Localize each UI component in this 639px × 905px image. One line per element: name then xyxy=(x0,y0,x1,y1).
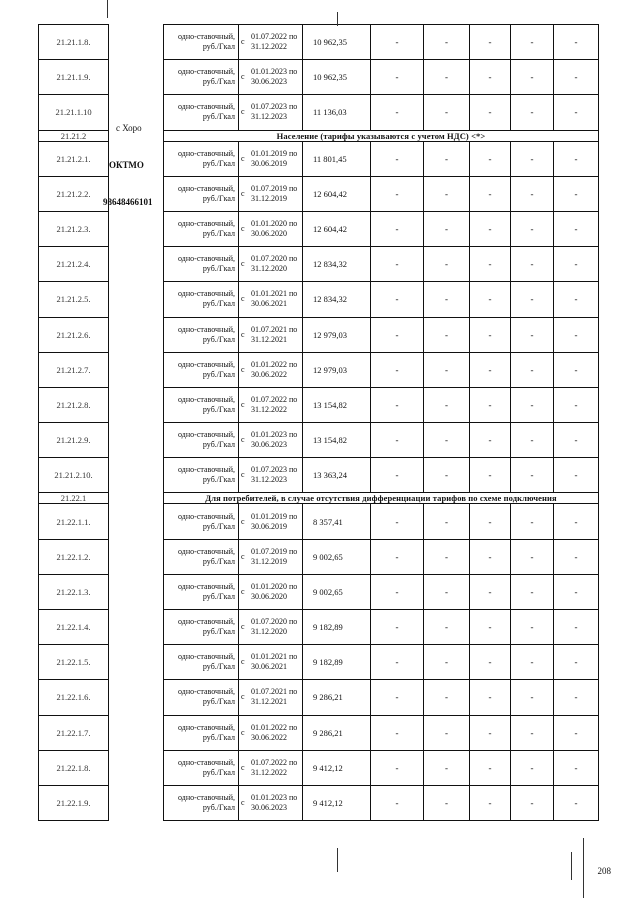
tariff-value-cell: 12 834,32 xyxy=(303,247,371,282)
scan-mark xyxy=(337,848,338,872)
empty-value-cell: - xyxy=(424,211,470,246)
tariff-unit-cell: одно-ставочный, руб./Гкал xyxy=(164,211,239,246)
period-cell xyxy=(239,387,303,422)
row-code-cell: 21.22.1.4. xyxy=(39,610,109,645)
period-prefix: с xyxy=(241,798,245,808)
tariff-value-cell: 9 286,21 xyxy=(303,715,371,750)
empty-value-cell: - xyxy=(554,211,599,246)
empty-value-cell: - xyxy=(470,211,511,246)
empty-value-cell: - xyxy=(470,574,511,609)
empty-value-cell: - xyxy=(371,610,424,645)
table-row xyxy=(39,25,599,60)
tariff-value-cell: 9 412,12 xyxy=(303,785,371,820)
tariff-unit-cell: одно-ставочный, руб./Гкал xyxy=(164,750,239,785)
empty-value-cell: - xyxy=(424,645,470,680)
empty-value-cell: - xyxy=(424,423,470,458)
empty-value-cell: - xyxy=(371,282,424,317)
empty-value-cell: - xyxy=(424,785,470,820)
empty-value-cell: - xyxy=(511,715,554,750)
period-prefix: с xyxy=(241,188,245,198)
empty-value-cell: - xyxy=(470,25,511,60)
blank-column-cell xyxy=(109,493,164,504)
empty-value-cell: - xyxy=(371,141,424,176)
empty-value-cell: - xyxy=(470,785,511,820)
period-prefix: с xyxy=(241,294,245,304)
period-dates: 01.01.2020 по 30.06.2020 xyxy=(251,219,298,239)
empty-value-cell: - xyxy=(424,282,470,317)
blank-column-cell xyxy=(109,317,164,352)
blank-column-cell xyxy=(109,282,164,317)
empty-value-cell: - xyxy=(371,176,424,211)
period-dates: 01.07.2021 по 31.12.2021 xyxy=(251,687,298,707)
empty-value-cell: - xyxy=(511,176,554,211)
empty-value-cell: - xyxy=(371,715,424,750)
empty-value-cell: - xyxy=(511,25,554,60)
period-prefix: с xyxy=(241,727,245,737)
period-cell xyxy=(239,539,303,574)
empty-value-cell: - xyxy=(554,387,599,422)
blank-column-cell xyxy=(109,387,164,422)
empty-value-cell: - xyxy=(470,504,511,539)
tariff-value-cell: 9 002,65 xyxy=(303,574,371,609)
empty-value-cell: - xyxy=(424,680,470,715)
period-prefix: с xyxy=(241,399,245,409)
empty-value-cell: - xyxy=(371,458,424,493)
period-prefix: с xyxy=(241,657,245,667)
period-cell xyxy=(239,60,303,95)
tariff-unit-cell: одно-ставочный, руб./Гкал xyxy=(164,423,239,458)
period-dates: 01.01.2023 по 30.06.2023 xyxy=(251,67,298,87)
empty-value-cell: - xyxy=(511,539,554,574)
row-code-cell: 21.21.1.9. xyxy=(39,60,109,95)
empty-value-cell: - xyxy=(371,352,424,387)
table-row xyxy=(39,574,599,609)
blank-column-cell xyxy=(109,247,164,282)
empty-value-cell: - xyxy=(554,610,599,645)
period-dates: 01.01.2021 по 30.06.2021 xyxy=(251,289,298,309)
row-code-cell: 21.21.2.10. xyxy=(39,458,109,493)
empty-value-cell: - xyxy=(424,387,470,422)
period-prefix: с xyxy=(241,435,245,445)
period-prefix: с xyxy=(241,364,245,374)
period-cell xyxy=(239,211,303,246)
empty-value-cell: - xyxy=(511,423,554,458)
period-cell xyxy=(239,247,303,282)
table-row xyxy=(39,282,599,317)
tariff-table xyxy=(38,24,599,821)
row-code-cell: 21.22.1 xyxy=(39,493,109,504)
empty-value-cell: - xyxy=(470,247,511,282)
empty-value-cell: - xyxy=(511,317,554,352)
period-cell xyxy=(239,574,303,609)
period-cell xyxy=(239,680,303,715)
table-row xyxy=(39,387,599,422)
empty-value-cell: - xyxy=(511,750,554,785)
tariff-unit-cell: одно-ставочный, руб./Гкал xyxy=(164,680,239,715)
tariff-value-cell: 9 182,89 xyxy=(303,610,371,645)
empty-value-cell: - xyxy=(511,247,554,282)
empty-value-cell: - xyxy=(511,504,554,539)
table-row xyxy=(39,60,599,95)
period-cell xyxy=(239,610,303,645)
empty-value-cell: - xyxy=(470,645,511,680)
table-row xyxy=(39,610,599,645)
period-prefix: с xyxy=(241,622,245,632)
tariff-value-cell: 11 801,45 xyxy=(303,141,371,176)
empty-value-cell: - xyxy=(371,25,424,60)
empty-value-cell: - xyxy=(371,574,424,609)
empty-value-cell: - xyxy=(470,458,511,493)
empty-value-cell: - xyxy=(371,750,424,785)
empty-value-cell: - xyxy=(511,141,554,176)
period-dates: 01.07.2022 по 31.12.2022 xyxy=(251,394,298,414)
blank-column-cell xyxy=(109,504,164,539)
tariff-unit-cell: одно-ставочный, руб./Гкал xyxy=(164,141,239,176)
row-code-cell: 21.22.1.9. xyxy=(39,785,109,820)
empty-value-cell: - xyxy=(424,610,470,645)
period-cell xyxy=(239,458,303,493)
empty-value-cell: - xyxy=(470,141,511,176)
empty-value-cell: - xyxy=(371,423,424,458)
table-row xyxy=(39,423,599,458)
period-dates: 01.07.2019 по 31.12.2019 xyxy=(251,546,298,566)
empty-value-cell: - xyxy=(424,458,470,493)
tariff-unit-cell: одно-ставочный, руб./Гкал xyxy=(164,574,239,609)
period-cell xyxy=(239,317,303,352)
tariff-unit-cell: одно-ставочный, руб./Гкал xyxy=(164,785,239,820)
tariff-unit-cell: одно-ставочный, руб./Гкал xyxy=(164,539,239,574)
empty-value-cell: - xyxy=(511,95,554,130)
period-dates: 01.07.2021 по 31.12.2021 xyxy=(251,324,298,344)
empty-value-cell: - xyxy=(554,750,599,785)
oktmo-code: 98648466101 xyxy=(103,197,153,207)
period-dates: 01.07.2023 по 31.12.2023 xyxy=(251,102,298,122)
empty-value-cell: - xyxy=(511,211,554,246)
table-row xyxy=(39,211,599,246)
empty-value-cell: - xyxy=(470,352,511,387)
row-code-cell: 21.22.1.2. xyxy=(39,539,109,574)
period-prefix: с xyxy=(241,224,245,234)
settlement-name: с Хоро xyxy=(116,123,142,133)
empty-value-cell: - xyxy=(470,176,511,211)
period-dates: 01.01.2020 по 30.06.2020 xyxy=(251,581,298,601)
period-dates: 01.01.2019 по 30.06.2019 xyxy=(251,511,298,531)
empty-value-cell: - xyxy=(511,680,554,715)
row-code-cell: 21.21.2.7. xyxy=(39,352,109,387)
blank-column-cell xyxy=(109,211,164,246)
empty-value-cell: - xyxy=(511,610,554,645)
empty-value-cell: - xyxy=(424,176,470,211)
tariff-unit-cell: одно-ставочный, руб./Гкал xyxy=(164,715,239,750)
period-prefix: с xyxy=(241,329,245,339)
empty-value-cell: - xyxy=(470,60,511,95)
blank-column-cell xyxy=(109,141,164,176)
scan-mark xyxy=(337,12,338,26)
section-heading-cell: Население (тарифы указываются с учетом НДС) <*> xyxy=(164,130,599,141)
period-prefix: с xyxy=(241,692,245,702)
table-row xyxy=(39,680,599,715)
tariff-unit-cell: одно-ставочный, руб./Гкал xyxy=(164,504,239,539)
empty-value-cell: - xyxy=(371,785,424,820)
row-code-cell: 21.21.1.8. xyxy=(39,25,109,60)
page-number: 208 xyxy=(597,866,611,876)
row-code-cell: 21.22.1.3. xyxy=(39,574,109,609)
empty-value-cell: - xyxy=(511,645,554,680)
row-code-cell: 21.21.2.2. xyxy=(39,176,109,211)
scan-mark xyxy=(583,838,584,898)
empty-value-cell: - xyxy=(470,715,511,750)
period-cell xyxy=(239,715,303,750)
empty-value-cell: - xyxy=(511,282,554,317)
oktmo-label: ОКТМО xyxy=(109,160,144,170)
empty-value-cell: - xyxy=(554,785,599,820)
blank-column-cell xyxy=(109,458,164,493)
empty-value-cell: - xyxy=(470,610,511,645)
period-cell xyxy=(239,282,303,317)
empty-value-cell: - xyxy=(424,504,470,539)
tariff-unit-cell: одно-ставочный, руб./Гкал xyxy=(164,610,239,645)
period-dates: 01.07.2020 по 31.12.2020 xyxy=(251,254,298,274)
period-cell xyxy=(239,141,303,176)
empty-value-cell: - xyxy=(554,458,599,493)
period-prefix: с xyxy=(241,586,245,596)
tariff-unit-cell: одно-ставочный, руб./Гкал xyxy=(164,317,239,352)
table-row xyxy=(39,352,599,387)
empty-value-cell: - xyxy=(470,95,511,130)
empty-value-cell: - xyxy=(470,423,511,458)
scan-mark xyxy=(571,852,572,880)
period-dates: 01.07.2019 по 31.12.2019 xyxy=(251,183,298,203)
table-row xyxy=(39,247,599,282)
tariff-value-cell: 9 002,65 xyxy=(303,539,371,574)
tariff-unit-cell: одно-ставочный, руб./Гкал xyxy=(164,60,239,95)
tariff-value-cell: 13 154,82 xyxy=(303,387,371,422)
empty-value-cell: - xyxy=(371,387,424,422)
empty-value-cell: - xyxy=(424,352,470,387)
tariff-value-cell: 9 412,12 xyxy=(303,750,371,785)
period-dates: 01.01.2023 по 30.06.2023 xyxy=(251,793,298,813)
empty-value-cell: - xyxy=(554,645,599,680)
blank-column-cell xyxy=(109,750,164,785)
empty-value-cell: - xyxy=(554,423,599,458)
empty-value-cell: - xyxy=(371,680,424,715)
empty-value-cell: - xyxy=(554,317,599,352)
period-dates: 01.01.2022 по 30.06.2022 xyxy=(251,722,298,742)
empty-value-cell: - xyxy=(371,645,424,680)
empty-value-cell: - xyxy=(554,60,599,95)
tariff-unit-cell: одно-ставочный, руб./Гкал xyxy=(164,282,239,317)
period-dates: 01.07.2020 по 31.12.2020 xyxy=(251,617,298,637)
blank-column-cell xyxy=(109,574,164,609)
row-code-cell: 21.22.1.5. xyxy=(39,645,109,680)
period-dates: 01.01.2023 по 30.06.2023 xyxy=(251,430,298,450)
tariff-value-cell: 13 363,24 xyxy=(303,458,371,493)
empty-value-cell: - xyxy=(511,574,554,609)
empty-value-cell: - xyxy=(470,387,511,422)
empty-value-cell: - xyxy=(554,680,599,715)
tariff-unit-cell: одно-ставочный, руб./Гкал xyxy=(164,95,239,130)
section-heading-cell: Для потребителей, в случае отсутствия дифференциации тарифов по схеме подключения xyxy=(164,493,599,504)
tariff-value-cell: 11 136,03 xyxy=(303,95,371,130)
table-row xyxy=(39,645,599,680)
period-cell xyxy=(239,95,303,130)
empty-value-cell: - xyxy=(470,750,511,785)
row-code-cell: 21.21.2 xyxy=(39,130,109,141)
table-row xyxy=(39,504,599,539)
blank-column-cell xyxy=(109,25,164,60)
tariff-value-cell: 9 286,21 xyxy=(303,680,371,715)
tariff-unit-cell: одно-ставочный, руб./Гкал xyxy=(164,25,239,60)
empty-value-cell: - xyxy=(554,141,599,176)
table-row xyxy=(39,539,599,574)
empty-value-cell: - xyxy=(470,317,511,352)
empty-value-cell: - xyxy=(554,715,599,750)
period-dates: 01.07.2022 по 31.12.2022 xyxy=(251,757,298,777)
tariff-unit-cell: одно-ставочный, руб./Гкал xyxy=(164,458,239,493)
tariff-value-cell: 12 979,03 xyxy=(303,352,371,387)
period-prefix: с xyxy=(241,516,245,526)
empty-value-cell: - xyxy=(424,95,470,130)
empty-value-cell: - xyxy=(424,25,470,60)
empty-value-cell: - xyxy=(371,60,424,95)
period-dates: 01.01.2021 по 30.06.2021 xyxy=(251,652,298,672)
table-row xyxy=(39,458,599,493)
row-code-cell: 21.21.2.6. xyxy=(39,317,109,352)
empty-value-cell: - xyxy=(371,247,424,282)
empty-value-cell: - xyxy=(424,141,470,176)
section-row xyxy=(39,493,599,504)
tariff-value-cell: 13 154,82 xyxy=(303,423,371,458)
period-cell xyxy=(239,176,303,211)
tariff-unit-cell: одно-ставочный, руб./Гкал xyxy=(164,176,239,211)
blank-column-cell xyxy=(109,423,164,458)
row-code-cell: 21.21.2.8. xyxy=(39,387,109,422)
row-code-cell: 21.21.2.9. xyxy=(39,423,109,458)
period-cell xyxy=(239,25,303,60)
empty-value-cell: - xyxy=(554,247,599,282)
tariff-value-cell: 10 962,35 xyxy=(303,25,371,60)
empty-value-cell: - xyxy=(554,504,599,539)
empty-value-cell: - xyxy=(554,282,599,317)
period-cell xyxy=(239,645,303,680)
row-code-cell: 21.22.1.1. xyxy=(39,504,109,539)
blank-column-cell xyxy=(109,352,164,387)
tariff-value-cell: 12 834,32 xyxy=(303,282,371,317)
empty-value-cell: - xyxy=(371,504,424,539)
period-dates: 01.07.2023 по 31.12.2023 xyxy=(251,465,298,485)
empty-value-cell: - xyxy=(371,95,424,130)
empty-value-cell: - xyxy=(424,539,470,574)
blank-column-cell xyxy=(109,60,164,95)
empty-value-cell: - xyxy=(424,574,470,609)
empty-value-cell: - xyxy=(424,317,470,352)
row-code-cell: 21.21.2.1. xyxy=(39,141,109,176)
period-prefix: с xyxy=(241,762,245,772)
row-code-cell: 21.21.2.4. xyxy=(39,247,109,282)
tariff-unit-cell: одно-ставочный, руб./Гкал xyxy=(164,352,239,387)
period-prefix: с xyxy=(241,551,245,561)
period-prefix: с xyxy=(241,470,245,480)
table-row xyxy=(39,750,599,785)
empty-value-cell: - xyxy=(424,247,470,282)
period-prefix: с xyxy=(241,153,245,163)
period-cell xyxy=(239,750,303,785)
empty-value-cell: - xyxy=(424,750,470,785)
empty-value-cell: - xyxy=(424,60,470,95)
empty-value-cell: - xyxy=(470,282,511,317)
tariff-value-cell: 9 182,89 xyxy=(303,645,371,680)
period-dates: 01.01.2019 по 30.06.2019 xyxy=(251,148,298,168)
empty-value-cell: - xyxy=(470,680,511,715)
empty-value-cell: - xyxy=(511,458,554,493)
period-cell xyxy=(239,504,303,539)
tariff-value-cell: 12 979,03 xyxy=(303,317,371,352)
blank-column-cell xyxy=(109,715,164,750)
blank-column-cell xyxy=(109,610,164,645)
empty-value-cell: - xyxy=(554,574,599,609)
period-prefix: с xyxy=(241,107,245,117)
period-cell xyxy=(239,423,303,458)
empty-value-cell: - xyxy=(554,539,599,574)
row-code-cell: 21.22.1.7. xyxy=(39,715,109,750)
blank-column-cell xyxy=(109,645,164,680)
empty-value-cell: - xyxy=(424,715,470,750)
scan-mark xyxy=(107,0,108,18)
period-prefix: с xyxy=(241,72,245,82)
row-code-cell: 21.21.2.5. xyxy=(39,282,109,317)
row-code-cell: 21.21.1.10 xyxy=(39,95,109,130)
period-prefix: с xyxy=(241,37,245,47)
empty-value-cell: - xyxy=(554,352,599,387)
tariff-unit-cell: одно-ставочный, руб./Гкал xyxy=(164,645,239,680)
tariff-unit-cell: одно-ставочный, руб./Гкал xyxy=(164,247,239,282)
empty-value-cell: - xyxy=(371,539,424,574)
empty-value-cell: - xyxy=(511,352,554,387)
empty-value-cell: - xyxy=(511,387,554,422)
table-row xyxy=(39,141,599,176)
table-row xyxy=(39,785,599,820)
blank-column-cell xyxy=(109,680,164,715)
period-dates: 01.01.2022 по 30.06.2022 xyxy=(251,359,298,379)
table-row xyxy=(39,715,599,750)
blank-column-cell xyxy=(109,785,164,820)
empty-value-cell: - xyxy=(554,176,599,211)
empty-value-cell: - xyxy=(511,785,554,820)
period-cell xyxy=(239,785,303,820)
tariff-value-cell: 12 604,42 xyxy=(303,176,371,211)
empty-value-cell: - xyxy=(470,539,511,574)
row-code-cell: 21.22.1.8. xyxy=(39,750,109,785)
period-prefix: с xyxy=(241,259,245,269)
row-code-cell: 21.21.2.3. xyxy=(39,211,109,246)
tariff-value-cell: 8 357,41 xyxy=(303,504,371,539)
table-row xyxy=(39,317,599,352)
tariff-unit-cell: одно-ставочный, руб./Гкал xyxy=(164,387,239,422)
empty-value-cell: - xyxy=(371,211,424,246)
empty-value-cell: - xyxy=(554,25,599,60)
tariff-value-cell: 12 604,42 xyxy=(303,211,371,246)
period-dates: 01.07.2022 по 31.12.2022 xyxy=(251,32,298,52)
period-cell xyxy=(239,352,303,387)
empty-value-cell: - xyxy=(511,60,554,95)
empty-value-cell: - xyxy=(371,317,424,352)
empty-value-cell: - xyxy=(554,95,599,130)
tariff-value-cell: 10 962,35 xyxy=(303,60,371,95)
blank-column-cell xyxy=(109,539,164,574)
row-code-cell: 21.22.1.6. xyxy=(39,680,109,715)
